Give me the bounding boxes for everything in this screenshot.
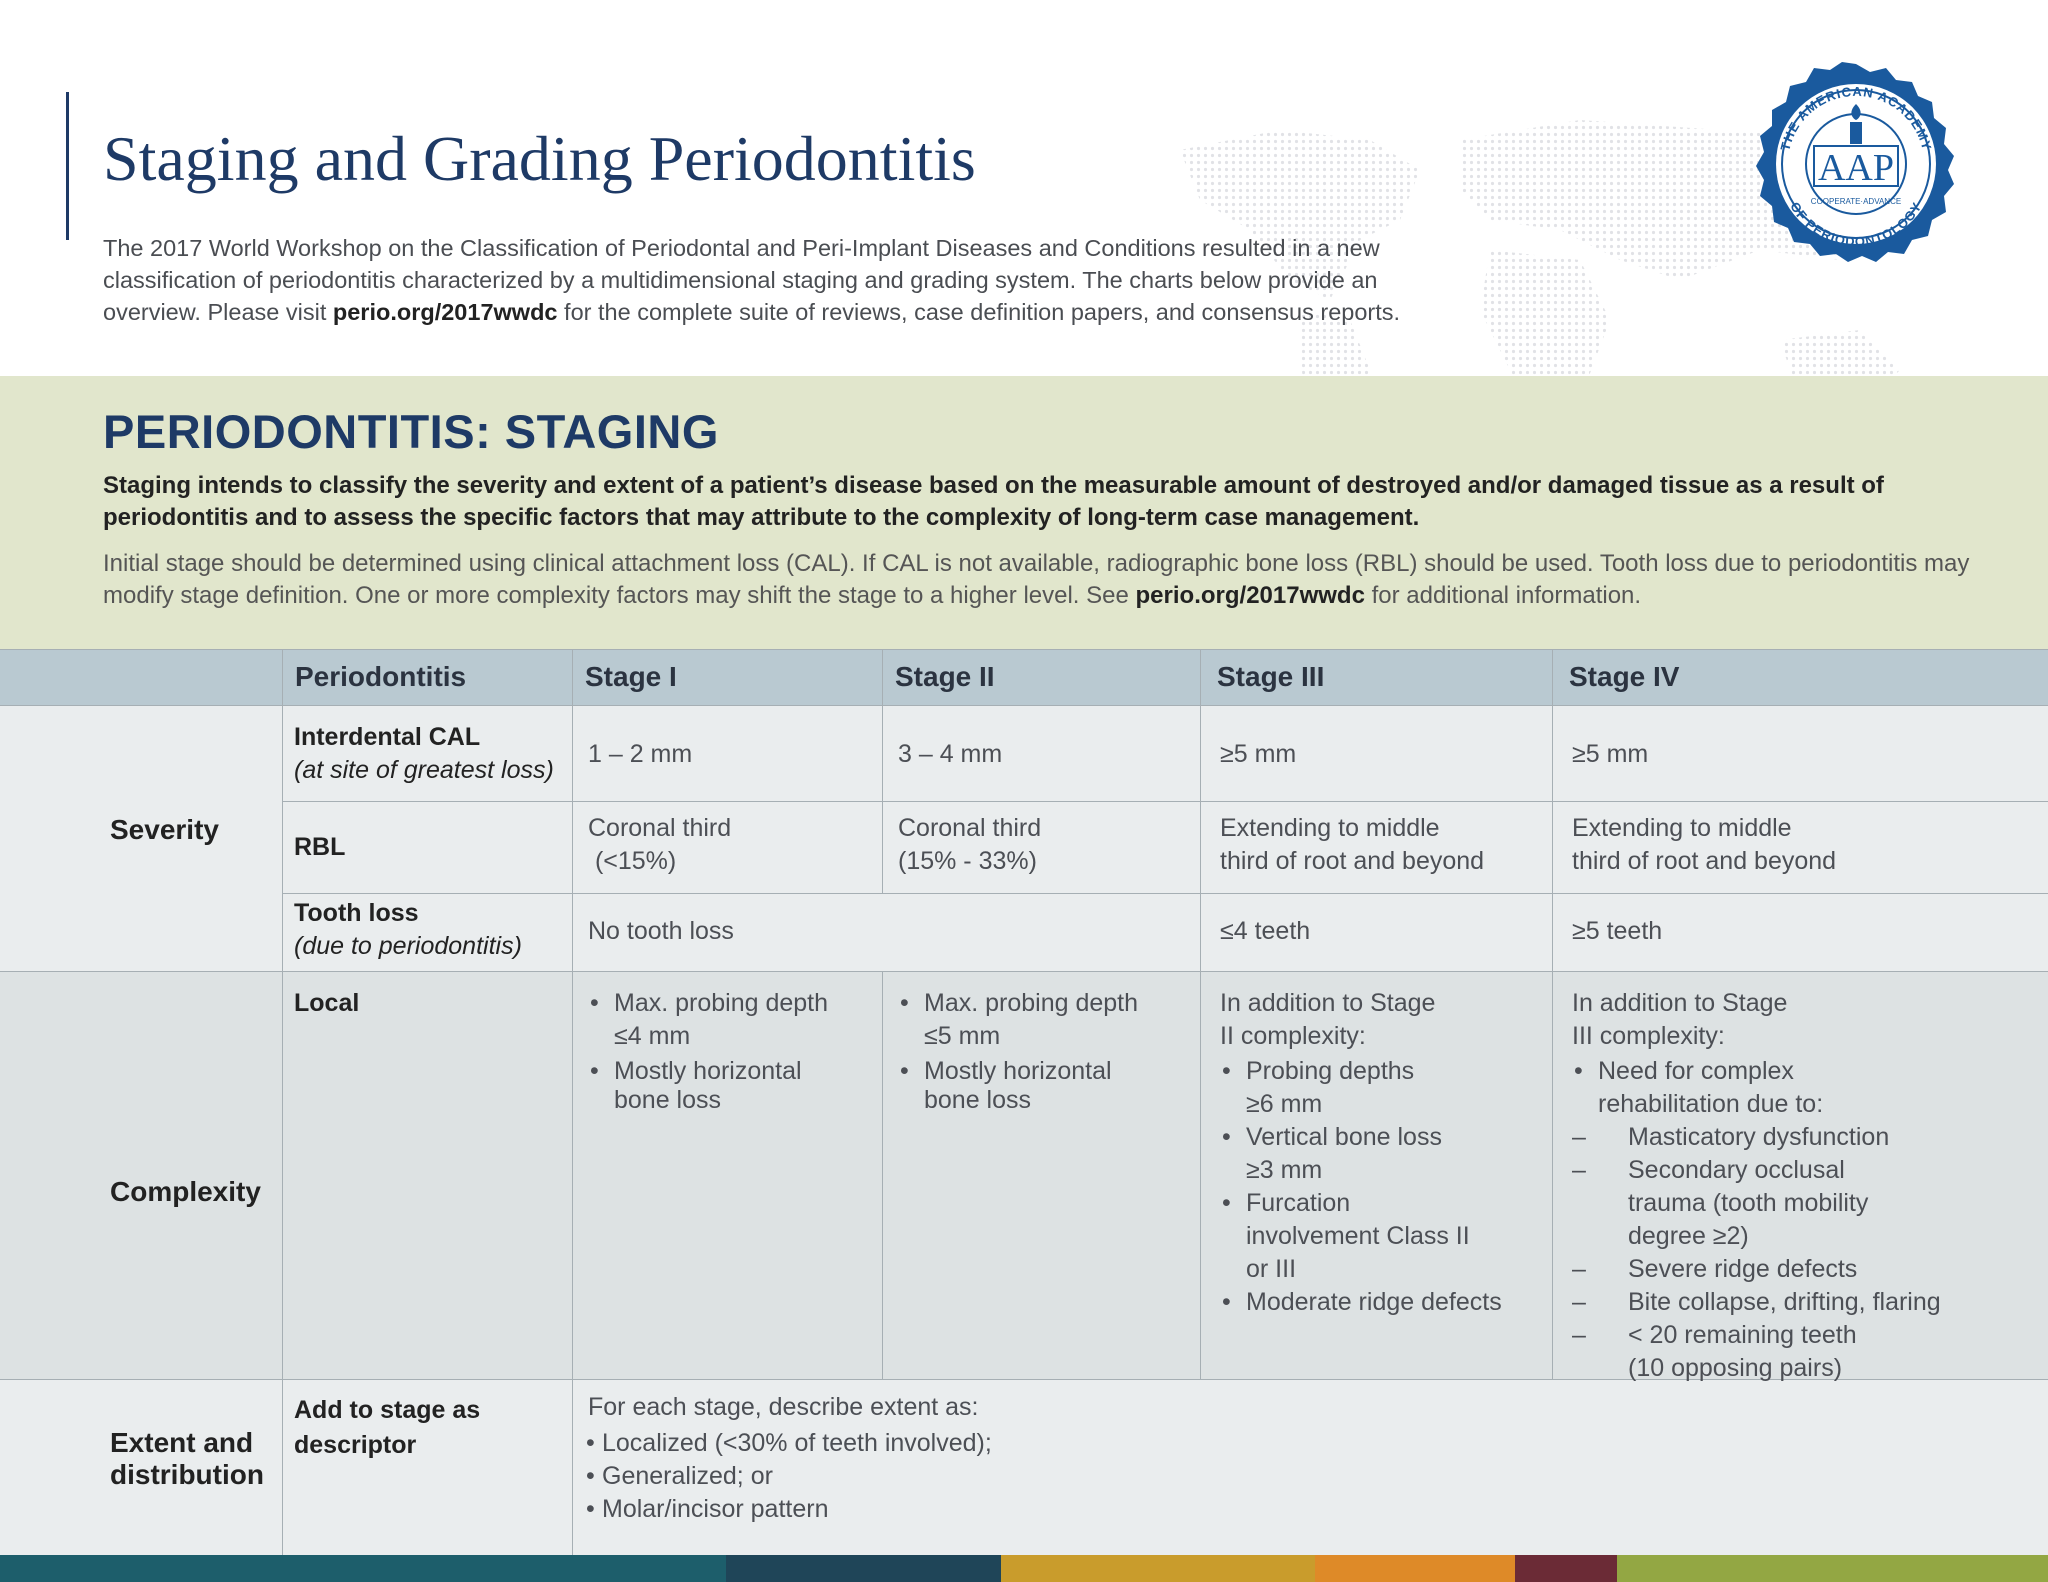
intro-paragraph: The 2017 World Workshop on the Classification of Periodontal and Peri-Implant Diseases and Conditions resulted in a new classification of periodontitis characterized by a multidimensional staging and grading system. The charts below provide an overview. Please visit perio.org/2017wwdc for the complete suite of reviews, case definition papers, and consensus reports. xyxy=(103,235,1401,325)
page-title: Staging and Grading Periodontitis xyxy=(103,123,976,194)
complexity-stage-4-item xyxy=(1572,1055,1972,1385)
rbl-stage-4-line2: third of root and beyond xyxy=(1572,847,1837,875)
complexity-stage-4-subitem: – < 20 remaining teeth (10 opposing pairs) xyxy=(1572,1319,1868,1385)
complexity-stage-2-item: • Mostly horizontal bone loss xyxy=(898,1057,1158,1115)
staging-note-link[interactable]: perio.org/2017wwdc xyxy=(1135,582,1365,609)
rbl-stage-1 xyxy=(588,812,731,878)
tooth-loss-sublabel: (due to periodontitis) xyxy=(294,932,522,960)
complexity-stage-4-subitem: – Bite collapse, drifting, flaring xyxy=(1572,1286,1972,1319)
tooth-loss-stage-1-2: No tooth loss xyxy=(588,917,734,945)
extent-intro: For each stage, describe extent as: xyxy=(588,1393,979,1421)
extent-item: • Localized (<30% of teeth involved); xyxy=(584,1427,1388,1460)
complexity-stage-3-item: • Probing depths ≥6 mm xyxy=(1220,1055,1446,1121)
complexity-stage-3-item: • Moderate ridge defects xyxy=(1220,1286,1546,1319)
col-divider-3b xyxy=(882,801,883,893)
complexity-stage-4-subitem: – Secondary occlusal trauma (tooth mobility degree ≥2) xyxy=(1572,1154,1918,1253)
rbl-stage-2 xyxy=(898,812,1041,878)
cal-label: Interdental CAL xyxy=(294,723,481,751)
staging-section-title: PERIODONTITIS: STAGING xyxy=(103,405,719,458)
rbl-stage-4 xyxy=(1572,812,1836,878)
svg-text:AAP: AAP xyxy=(1817,147,1895,189)
complexity-stage-3-intro: In addition to Stage II complexity: xyxy=(1220,989,1436,1050)
cal-label-cell xyxy=(294,721,572,787)
complexity-stage-4-intro: In addition to Stage III complexity: xyxy=(1572,989,1788,1050)
footer-color-bar-4 xyxy=(1315,1555,1515,1582)
header-stage-1: Stage I xyxy=(572,649,882,705)
complexity-stage-2 xyxy=(898,987,1158,1115)
descriptor-label: Add to stage as descriptor xyxy=(294,1396,481,1459)
header-periodontitis: Periodontitis xyxy=(282,649,572,705)
rbl-stage-1-line1: Coronal third xyxy=(588,814,732,842)
tooth-loss-stage-3: ≤4 teeth xyxy=(1220,917,1311,945)
complexity-stage-4-item-text: • Need for complex rehabilitation due to: xyxy=(1598,1057,1824,1118)
extent-item: • Molar/incisor pattern xyxy=(584,1493,1388,1526)
rbl-stage-1-line2: (<15%) xyxy=(588,847,677,875)
footer-color-bar-2 xyxy=(726,1555,1001,1582)
rbl-row-border xyxy=(282,893,2048,894)
cal-stage-4: ≥5 mm xyxy=(1572,740,1649,768)
staging-table xyxy=(0,649,2048,1555)
staging-note: Initial stage should be determined using clinical attachment loss (CAL). If CAL is not available, radiographic bone loss (RBL) should be used. Tooth loss due to periodontitis may modify stage definition. One or more complexity factors may shift the stage to a higher level. See perio.org/2017wwdc for additional information. xyxy=(103,550,1970,609)
svg-text:OF PERIODONTOLOGY: OF PERIODONTOLOGY xyxy=(1787,199,1925,250)
rbl-stage-3-line2: third of root and beyond xyxy=(1220,847,1485,875)
footer-color-bar-5 xyxy=(1515,1555,1617,1582)
cal-stage-1: 1 – 2 mm xyxy=(588,740,693,768)
header-empty-cell xyxy=(0,649,282,705)
local-label: Local xyxy=(294,989,360,1017)
complexity-stage-2-item: • Max. probing depth ≤5 mm xyxy=(898,987,1158,1053)
svg-text:COOPERATE·ADVANCE: COOPERATE·ADVANCE xyxy=(1810,197,1902,206)
rbl-stage-2-line1: Coronal third xyxy=(898,814,1042,842)
complexity-stage-4-subitem: – Masticatory dysfunction xyxy=(1572,1121,1972,1154)
extent-item: • Generalized; or xyxy=(584,1460,1388,1493)
tooth-loss-label: Tooth loss xyxy=(294,899,419,927)
complexity-stage-3 xyxy=(1220,987,1502,1319)
complexity-stage-4 xyxy=(1572,987,1972,1385)
svg-text:THE AMERICAN ACADEMY: THE AMERICAN ACADEMY xyxy=(1777,83,1935,153)
complexity-stage-3-item: • Furcation involvement Class II or III xyxy=(1220,1187,1486,1286)
document-header xyxy=(0,0,2048,376)
complexity-stage-3-item: • Vertical bone loss ≥3 mm xyxy=(1220,1121,1456,1187)
tooth-loss-stage-4: ≥5 teeth xyxy=(1572,917,1663,945)
header-stage-4: Stage IV xyxy=(1552,649,2048,705)
tooth-loss-label-cell xyxy=(294,897,522,963)
col-divider-1 xyxy=(282,649,283,1555)
col-divider-5 xyxy=(1552,649,1553,1379)
complexity-label: Complexity xyxy=(110,1176,261,1207)
severity-label: Severity xyxy=(110,814,219,845)
extent-label: Extent and distribution xyxy=(110,1427,264,1490)
header-bottom-border xyxy=(0,705,2048,706)
footer-color-bar-3 xyxy=(1001,1555,1315,1582)
footer-color-bar-6 xyxy=(1617,1555,2048,1582)
rbl-stage-4-line1: Extending to middle xyxy=(1572,814,1792,842)
rbl-stage-3 xyxy=(1220,812,1484,878)
col-divider-3c xyxy=(882,971,883,1379)
complexity-stage-1 xyxy=(588,987,848,1115)
col-divider-4 xyxy=(1200,649,1201,1379)
aap-seal-logo xyxy=(1752,60,1960,268)
title-accent-line xyxy=(66,92,69,240)
complexity-stage-1-item: • Max. probing depth ≤4 mm xyxy=(588,987,848,1053)
severity-bottom-border xyxy=(0,971,2048,972)
footer-color-bar-1 xyxy=(0,1555,726,1582)
col-divider-2 xyxy=(572,649,573,1555)
rbl-label: RBL xyxy=(294,833,346,861)
complexity-stage-1-item: • Mostly horizontal bone loss xyxy=(588,1057,848,1115)
cal-stage-2: 3 – 4 mm xyxy=(898,740,1003,768)
header-stage-2: Stage II xyxy=(882,649,1200,705)
cal-stage-3: ≥5 mm xyxy=(1220,740,1297,768)
table-top-border xyxy=(0,649,2048,650)
rbl-stage-3-line1: Extending to middle xyxy=(1220,814,1440,842)
staging-description: Staging intends to classify the severity and extent of a patient’s disease based on the measurable amount of destroyed and/or damaged tissue as a result of periodontitis and to assess the specific factors that may attribute to the complexity of long-term case management. xyxy=(103,472,1884,531)
rbl-stage-2-line2: (15% - 33%) xyxy=(898,847,1037,875)
col-divider-3a xyxy=(882,649,883,801)
intro-link[interactable]: perio.org/2017wwdc xyxy=(332,299,558,325)
header-stage-3: Stage III xyxy=(1200,649,1552,705)
extent-descriptor-text xyxy=(588,1391,1388,1526)
complexity-stage-4-subitem: – Severe ridge defects xyxy=(1572,1253,1972,1286)
cal-sublabel: (at site of greatest loss) xyxy=(294,756,554,784)
cal-row-border xyxy=(282,801,2048,802)
